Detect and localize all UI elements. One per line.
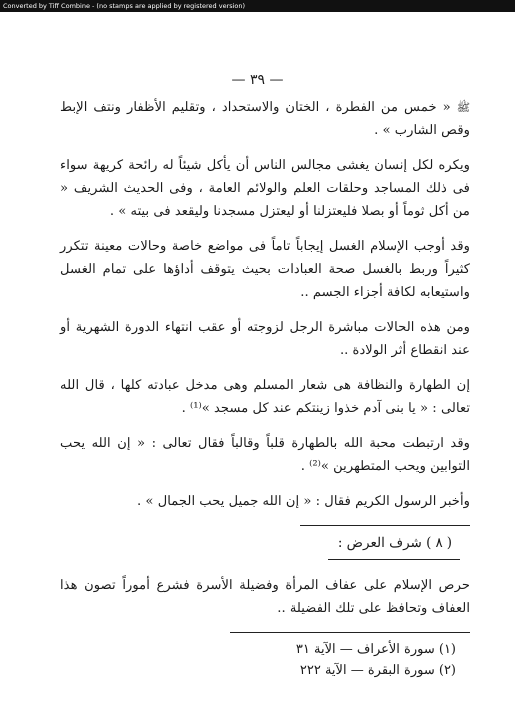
section-number-close: ) [426, 535, 432, 551]
paragraph-text: وأخبر الرسول الكريم فقال : « إن الله جميل يحب الجمال » . [137, 494, 470, 509]
paragraph-text: حرص الإسلام على عفاف المرأة وفضيلة الأسرة فشرع أموراً تصون هذا العفاف وتحافظ على تلك الفضيلة .. [60, 578, 470, 616]
footnote-separator [230, 632, 470, 633]
heading-underline [328, 559, 460, 560]
footnotes [60, 639, 470, 681]
paragraph-text: ومن هذه الحالات مباشرة الرجل لزوجته أو عقب انتهاء الدورة الشهرية أو عند انقطاع أثر الولادة .. [60, 320, 470, 358]
paragraph-ghusl [60, 235, 470, 304]
page-body [60, 96, 470, 681]
honorific-symbol: ﷺ [456, 101, 470, 114]
footnote-1: (١) سورة الأعراف — الآية ٣١ [295, 642, 456, 657]
separator-line [300, 525, 470, 526]
paragraph-odor [60, 154, 470, 223]
section-heading [60, 532, 452, 555]
section-title: شرف العرض : [337, 535, 422, 551]
paragraph-hadith-fitra [60, 96, 470, 142]
paragraph-love [60, 432, 470, 478]
page-number: — ٣٩ — [231, 72, 284, 88]
section-number-open: ( [446, 535, 452, 551]
paragraph-cases [60, 316, 470, 362]
paragraph-text: وقد ارتبطت محبة الله بالطهارة قلباً وقالباً فقال تعالى : « إن الله يحب التوابين ويحب المتطهرين »⁽²⁾ . [60, 436, 470, 474]
footnote-2: (٢) سورة البقرة — الآية ٢٢٢ [299, 663, 456, 678]
paragraph-purity [60, 374, 470, 420]
paragraph-honor [60, 574, 470, 620]
scan-banner: Converted by Tiff Combine - (no stamps are applied by registered version) [0, 0, 515, 12]
section-number: ٨ [435, 535, 443, 551]
paragraph-text: ويكره لكل إنسان يغشى مجالس الناس أن يأكل شيئاً له رائحة كريهة سواء فى ذلك المساجد وحلقات العلم والولائم العامة ، وفى الحديث الشريف « من أكل ثوماً أو بصلا فليعتزلنا أو ليعتزل مسجدنا وليقعد فى بيته » . [60, 158, 470, 219]
paragraph-text: وقد أوجب الإسلام الغسل إيجاباً تاماً فى مواضع خاصة وحالات معينة تتكرر كثيراً وربط بالغسل صحة العبادات بحيث يتوقف أداؤها على تمام الغسل واستيعابه لكافة أجزاء الجسم .. [60, 239, 470, 300]
paragraph-text: « خمس من الفطرة ، الختان والاستحداد ، وتقليم الأظفار ونتف الإبط وقص الشارب » . [60, 100, 470, 138]
paragraph-beauty [60, 490, 470, 513]
paragraph-text: إن الطهارة والنظافة هى شعار المسلم وهى مدخل عبادته كلها ، قال الله تعالى : « يا بنى آدم خذوا زينتكم عند كل مسجد »⁽¹⁾ . [60, 378, 470, 416]
